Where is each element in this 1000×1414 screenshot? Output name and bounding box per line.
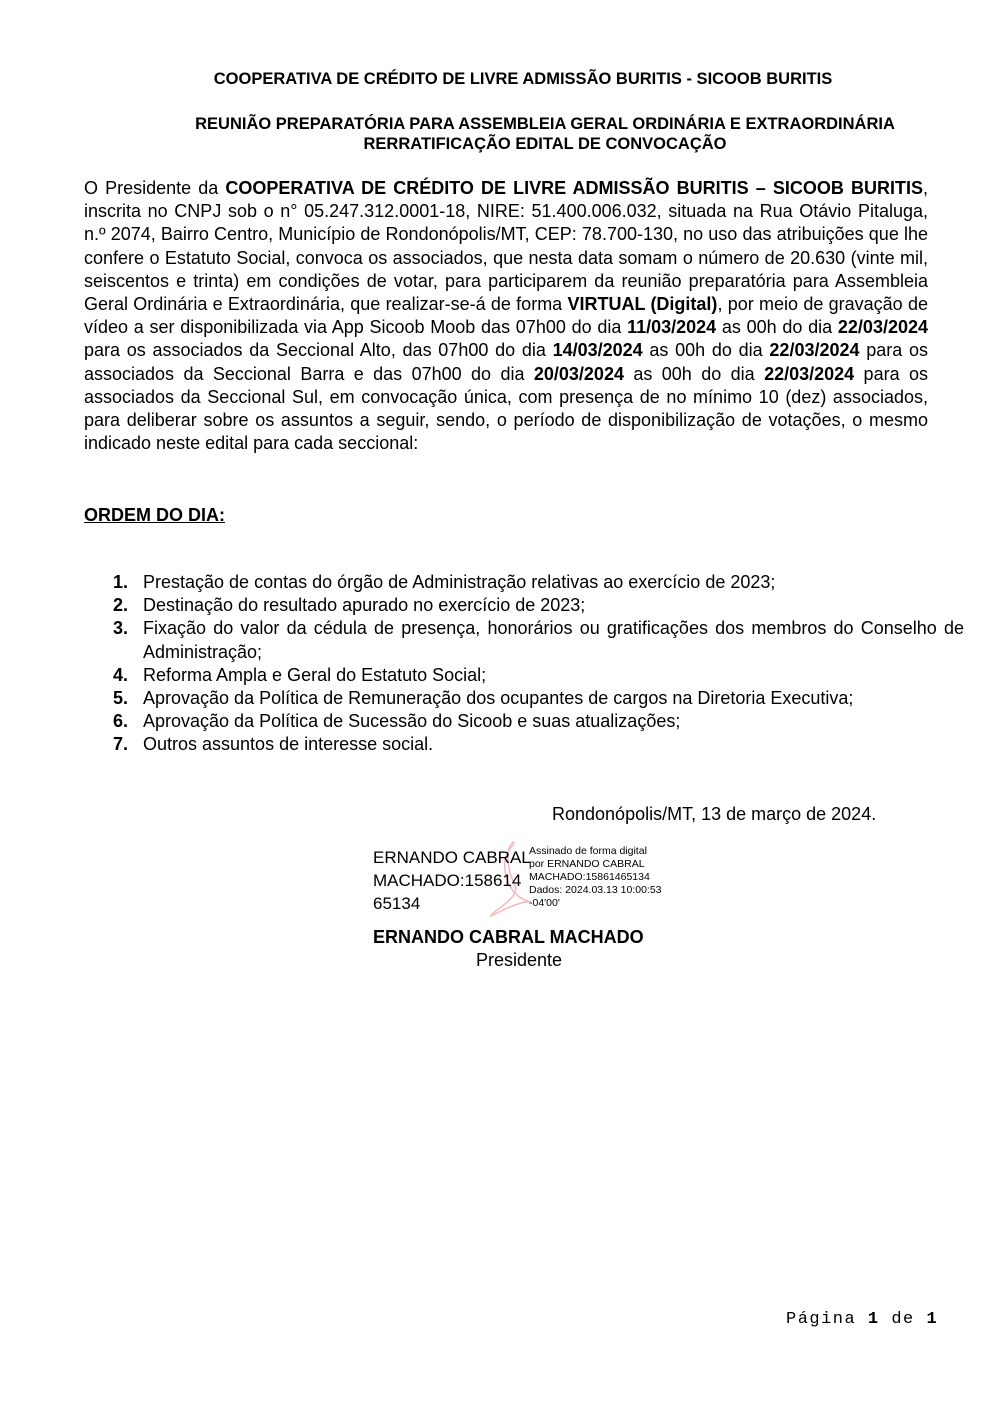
agenda-item-text: Aprovação da Política de Remuneração dos ocupantes de cargos na Diretoria Executiva; [143,688,854,709]
digital-signature [373,846,693,926]
agenda-item [113,571,964,594]
signature-line: por ERNANDO CABRAL [529,858,645,870]
subtitle-line-2: RERRATIFICAÇÃO EDITAL DE CONVOCAÇÃO [363,135,727,153]
signature-line: MACHADO:15861465134 [529,871,650,883]
agenda-item [113,594,964,617]
text-segment: O Presidente da [84,178,226,198]
page-of-label: de [879,1310,927,1329]
agenda-item-number: 1. [113,572,129,592]
text-segment: as 00h do dia [642,340,770,361]
agenda-item-number: 4. [113,664,129,685]
signature-line: -04'00' [529,897,560,909]
current-page: 1 [867,1310,880,1329]
text-segment: , inscrita no CNPJ sob o n° 05.247.312.0001-18, NIRE: 51.400.006.032, situada na Rua Otávio Pitaluga, n.º 2074, Bairro Centro, Município de Rondonópolis/MT, CEP: 78.700-130, no uso das atribuições que lhe confere o Estatuto Social, convoca os associados, que nesta data somam o número de 20.630 (vinte mil, seiscentos e trinta) em condições de votar, para participarem da reunião preparatória para Assembleia Geral Ordinária e Extraordinária, que realizar-se-á de forma [84,178,928,315]
agenda-heading: ORDEM DO DIA: [84,505,225,525]
text-segment: para os associados da Seccional Alto, das 07h00 do dia [84,340,553,361]
signer-role: Presidente [476,950,563,970]
bold-text-segment: 14/03/2024 [552,340,643,361]
subtitle-line-1: REUNIÃO PREPARATÓRIA PARA ASSEMBLEIA GERAL ORDINÁRIA E EXTRAORDINÁRIA [195,115,895,133]
signature-line: Dados: 2024.03.13 10:00:53 [529,884,662,896]
convocation-paragraph [84,177,928,455]
document-subtitle [84,114,1000,154]
bold-text-segment: 20/03/2024 [533,363,624,384]
text-segment: , por meio de gravação de vídeo a ser disponibilizada via App Sicoob Moob das 07h00 do dia [84,294,928,338]
page-label: Página [786,1310,868,1329]
agenda-item [113,664,964,687]
bold-text-segment: VIRTUAL (Digital) [567,294,718,315]
agenda-item [113,687,964,710]
agenda-item-text: Prestação de contas do órgão de Administração relativas ao exercício de 2023; [143,572,776,592]
agenda-list [113,571,964,757]
signature-line: Assinado de forma digital [529,845,647,857]
signature-line: MACHADO:158614 [373,871,522,890]
text-segment: para os associados da Seccional Barra e das 07h00 do dia [84,340,929,384]
total-pages: 1 [926,1310,939,1329]
signer-name: ERNANDO CABRAL MACHADO [373,927,644,947]
place-date: Rondonópolis/MT, 13 de março de 2024. [552,804,877,824]
cooperative-title: COOPERATIVA DE CRÉDITO DE LIVRE ADMISSÃO BURITIS - SICOOB BURITIS [213,70,833,88]
bold-text-segment: COOPERATIVA DE CRÉDITO DE LIVRE ADMISSÃO BURITIS – SICOOB BURITIS [225,178,923,198]
agenda-item-number: 7. [113,734,129,755]
text-segment: as 00h do dia [716,317,838,338]
text-segment: as 00h do dia [623,363,765,384]
bold-text-segment: 22/03/2024 [769,340,860,361]
signature-line: 65134 [373,894,421,913]
agenda-item [113,733,964,756]
signature-line: ERNANDO CABRAL [373,848,531,867]
agenda-item-text: Destinação do resultado apurado no exercício de 2023; [143,595,586,616]
bold-text-segment: 11/03/2024 [627,317,717,338]
agenda-item-number: 5. [113,688,129,709]
agenda-item-text: Reforma Ampla e Geral do Estatuto Social; [143,664,487,685]
bold-text-segment: 22/03/2024 [837,317,928,338]
text-segment: para os associados da Seccional Sul, em convocação única, com presença de no mínimo 10 (dez) associados, para deliberar sobre os assuntos a seguir, sendo, o período de disponibilização de votações, o mesmo indicado neste edital para cada seccional: [84,363,928,454]
bold-text-segment: 22/03/2024 [764,363,855,384]
agenda-item-number: 6. [113,711,129,732]
agenda-item [113,710,964,733]
agenda-item-text: Outros assuntos de interesse social. [143,734,434,755]
agenda-item-text: Fixação do valor da cédula de presença, honorários ou gratificações dos membros do Conselho de Administração; [143,618,964,662]
page-number [786,1310,938,1329]
agenda-item-number: 2. [113,595,129,616]
agenda-item-text: Aprovação da Política de Sucessão do Sicoob e suas atualizações; [143,711,681,732]
signer-certificate-name [373,846,533,915]
signature-details [529,845,662,910]
agenda-item-number: 3. [113,618,129,639]
agenda-item [113,617,964,663]
